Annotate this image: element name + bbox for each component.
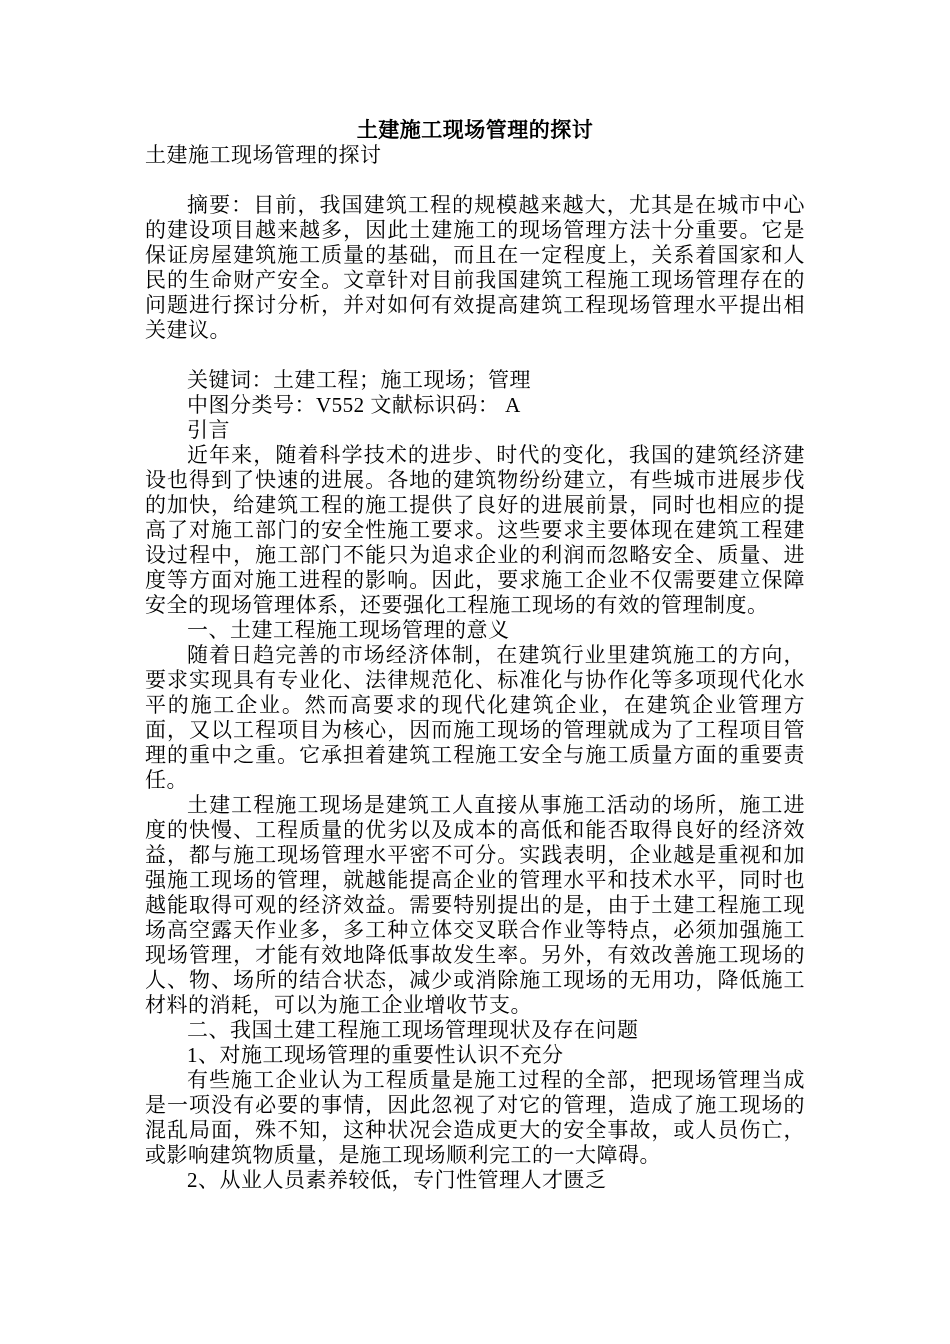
paragraph: 关键词：土建工程；施工现场；管理 xyxy=(187,368,531,392)
paragraph: 引言 xyxy=(187,418,230,442)
paragraph: 2、从业人员素养较低，专门性管理人才匮乏 xyxy=(187,1168,607,1192)
paragraph: 有些施工企业认为工程质量是施工过程的全部，把现场管理当成是一项没有必要的事情，因此忽视了对它的管理，造成了施工现场的混乱局面，殊不知，这种状况会造成更大的安全事故，或人员伤亡，或影响建筑物质量，是施工现场顺利完工的一大障碍。 xyxy=(145,1068,805,1167)
paragraph: 中图分类号：V552 文献标识码： A xyxy=(187,393,521,417)
paragraph: 土建施工现场管理的探讨 xyxy=(145,143,382,167)
paragraph: 土建工程施工现场是建筑工人直接从事施工活动的场所，施工进度的快慢、工程质量的优劣以及成本的高低和能否取得良好的经济效益，都与施工现场管理水平密不可分。实践表明，企业越是重视和加强施工现场的管理，就越能提高企业的管理水平和技术水平，同时也越能取得可观的经济效益。需要特别提出的是，由于土建工程施工现场高空露天作业多，多工种立体交叉联合作业等特点，必须加强施工现场管理，才能有效地降低事故发生率。另外，有效改善施工现场的人、物、场所的结合状态，减少或消除施工现场的无用功，降低施工材料的消耗，可以为施工企业增收节支。 xyxy=(145,793,805,1017)
document-title: 土建施工现场管理的探讨 xyxy=(356,118,594,142)
paragraph: 摘要：目前，我国建筑工程的规模越来越大，尤其是在城市中心的建设项目越来越多，因此土建施工的现场管理方法十分重要。它是保证房屋建筑施工质量的基础，而且在一定程度上，关系着国家和人民的生命财产安全。文章针对目前我国建筑工程施工现场管理存在的问题进行探讨分析，并对如何有效提高建筑工程现场管理水平提出相关建议。 xyxy=(145,193,805,342)
blank-line xyxy=(145,168,805,193)
paragraph: 二、我国土建工程施工现场管理现状及存在问题 xyxy=(187,1018,639,1042)
document-body xyxy=(145,118,805,1193)
paragraph: 近年来，随着科学技术的进步、时代的变化，我国的建筑经济建设也得到了快速的进展。各地的建筑物纷纷建立，有些城市进展步伐的加快，给建筑工程的施工提供了良好的进展前景，同时也相应的提高了对施工部门的安全性施工要求。这些要求主要体现在建筑工程建设过程中，施工部门不能只为追求企业的利润而忽略安全、质量、进度等方面对施工进程的影响。因此，要求施工企业不仅需要建立保障安全的现场管理体系，还要强化工程施工现场的有效的管理制度。 xyxy=(145,443,805,617)
paragraph: 一、土建工程施工现场管理的意义 xyxy=(187,618,510,642)
paragraph: 随着日趋完善的市场经济体制，在建筑行业里建筑施工的方向，要求实现具有专业化、法律规范化、标准化与协作化等多项现代化水平的施工企业。然而高要求的现代化建筑企业，在建筑企业管理方面，又以工程项目为核心，因而施工现场的管理就成为了工程项目管理的重中之重。它承担着建筑工程施工安全与施工质量方面的重要责任。 xyxy=(145,643,805,792)
paragraph: 1、对施工现场管理的重要性认识不充分 xyxy=(187,1043,564,1067)
blank-line xyxy=(145,343,805,368)
